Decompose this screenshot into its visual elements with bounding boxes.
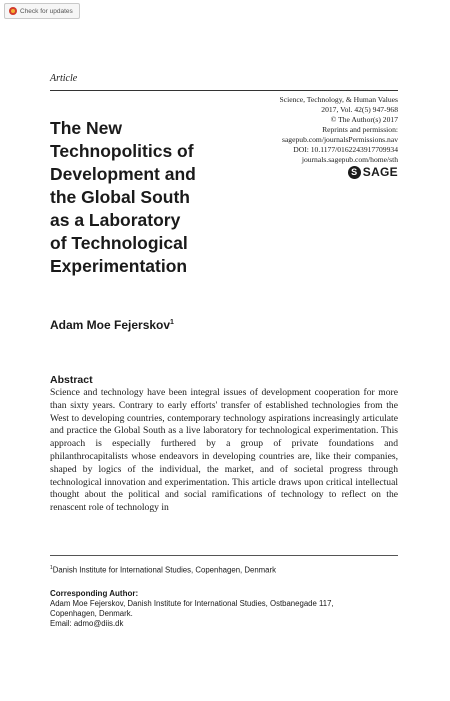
title-line: Development and xyxy=(50,164,196,184)
article-title xyxy=(50,117,280,278)
corresponding-author-details xyxy=(50,599,398,630)
title-line: The New xyxy=(50,118,122,138)
publisher-name: SAGE xyxy=(362,165,398,179)
check-for-updates-label: Check for updates xyxy=(20,7,73,15)
title-line: as a Laboratory xyxy=(50,210,181,230)
journal-line: © The Author(s) 2017 xyxy=(330,115,398,124)
affiliation-text: Danish Institute for International Studies, Copenhagen, Denmark xyxy=(52,565,276,575)
journal-line[interactable]: DOI: 10.1177/0162243917709934 xyxy=(293,145,398,154)
abstract-heading: Abstract xyxy=(50,374,93,386)
title-line: Technopolitics of xyxy=(50,141,194,161)
title-line: the Global South xyxy=(50,187,190,207)
affiliation xyxy=(50,565,398,575)
footnote-rule xyxy=(50,555,398,556)
header-rule xyxy=(50,90,398,91)
journal-line: 2017, Vol. 42(5) 947-968 xyxy=(321,105,398,114)
corresponding-author-heading: Corresponding Author: xyxy=(50,589,139,598)
title-line: Experimentation xyxy=(50,256,188,276)
author-affil-mark: 1 xyxy=(170,319,174,326)
crossmark-icon xyxy=(9,7,17,15)
article-type-label: Article xyxy=(50,73,78,84)
publisher-logo xyxy=(348,165,398,179)
title-line: of Technological xyxy=(50,233,188,253)
check-for-updates-badge[interactable] xyxy=(4,3,80,19)
journal-line: Science, Technology, & Human Values xyxy=(279,95,398,104)
author-name-text: Adam Moe Fejerskov xyxy=(50,318,171,332)
corresponding-line: Copenhagen, Denmark. xyxy=(50,609,133,619)
journal-line[interactable]: sagepub.com/journalsPermissions.nav xyxy=(281,135,398,144)
journal-line[interactable]: journals.sagepub.com/home/sth xyxy=(301,155,398,164)
abstract-text: Science and technology have been integral issues of development cooperation for more than sixty years. Contrary to early efforts' transfer of established technologies from the West to developing countries, contemporary technology aspirations increasingly articulate and practice the Global South as a live laboratory for technological experimentation. This approach is especially furthered by a group of private foundations and philanthrocapitalists whose endeavors in developing countries are, like their companies, shaped by logics of the individual, the market, and of societal progress through technological innovation and experimentation. This article draws upon critical intellectual thought about the political and social ramifications of technology to reflect on the renascent role of technology in xyxy=(50,387,398,514)
corresponding-line: Adam Moe Fejerskov, Danish Institute for International Studies, Ostbanegade 117, xyxy=(50,599,334,608)
author-name xyxy=(50,318,174,332)
corresponding-email[interactable]: Email: admo@diis.dk xyxy=(50,619,124,629)
journal-line: Reprints and permission: xyxy=(322,125,398,134)
affiliation-mark: 1 xyxy=(50,565,53,571)
sage-s-icon: S xyxy=(348,166,361,179)
